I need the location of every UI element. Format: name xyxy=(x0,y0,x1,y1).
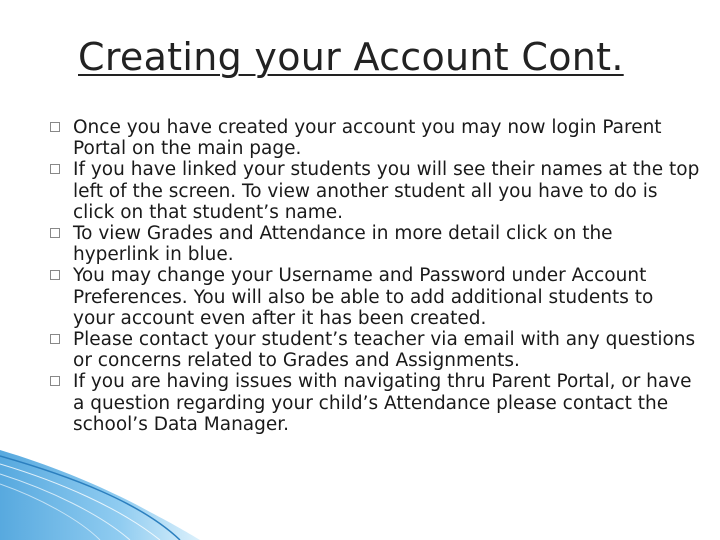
bullet-item xyxy=(50,117,700,159)
checkbox-bullet-icon xyxy=(50,376,60,386)
bullet-item xyxy=(50,223,700,265)
bullet-text: If you are having issues with navigating thru Parent Portal, or have a question regarding your child’s Attendance please contact the school’s Data Manager. xyxy=(73,371,692,435)
checkbox-bullet-icon xyxy=(50,122,60,132)
bullet-item xyxy=(50,159,700,223)
bullet-text: You may change your Username and Password under Account Preferences. You will also be able to add additional students to your account even after it has been created. xyxy=(73,265,654,329)
bullet-item xyxy=(50,329,700,371)
checkbox-bullet-icon xyxy=(50,334,60,344)
bullet-list xyxy=(50,117,700,435)
bullet-item xyxy=(50,371,700,435)
checkbox-bullet-icon xyxy=(50,270,60,280)
bullet-item xyxy=(50,265,700,329)
checkbox-bullet-icon xyxy=(50,164,60,174)
bullet-text: To view Grades and Attendance in more detail click on the hyperlink in blue. xyxy=(73,223,613,266)
bullet-text: Please contact your student’s teacher via email with any questions or concerns related to Grades and Assignments. xyxy=(73,329,696,372)
decorative-wave xyxy=(0,450,720,540)
bullet-text: If you have linked your students you will see their names at the top left of the screen. To view another student all you have to do is click on that student’s name. xyxy=(73,159,700,223)
slide-title: Creating your Account Cont. xyxy=(78,35,624,79)
bullet-text: Once you have created your account you may now login Parent Portal on the main page. xyxy=(73,117,662,160)
checkbox-bullet-icon xyxy=(50,228,60,238)
